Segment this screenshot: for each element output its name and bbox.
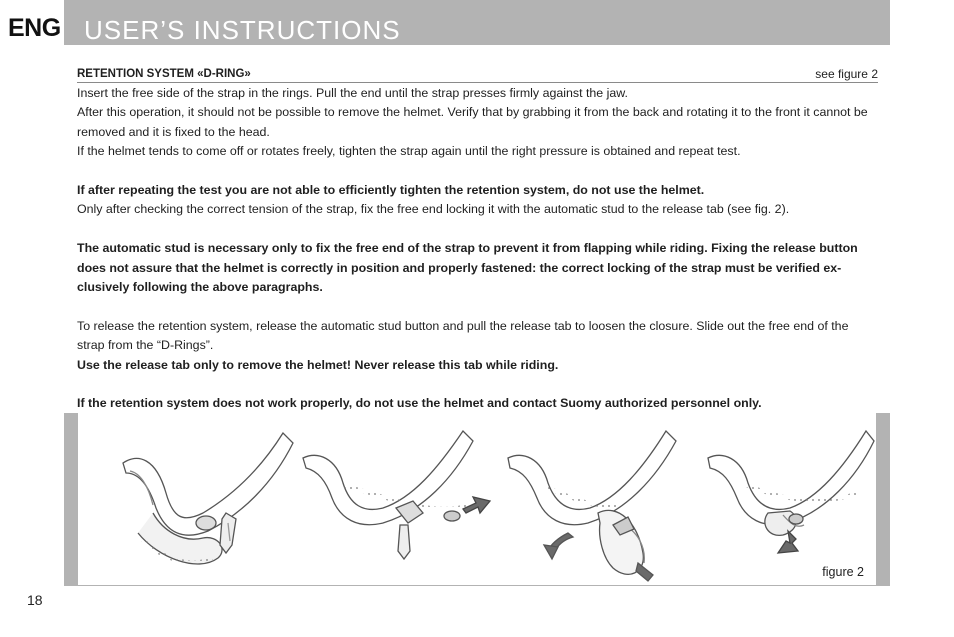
paragraph-release-system: To release the retention system, release the automatic stud button and pull the release tab to loosen the closure. Slide out the free end of the strap from the “D-Rings”. xyxy=(77,318,849,353)
see-figure-reference: see figure 2 xyxy=(815,67,878,81)
page-title: USER’S INSTRUCTIONS xyxy=(84,15,401,45)
warning-tighten: If after repeating the test you are not able to efficiently tighten the retention system, do not use the helmet. xyxy=(77,183,705,198)
illustration-step-4 xyxy=(708,431,874,553)
instructions-content xyxy=(77,66,878,414)
paragraph-verify-helmet: After this operation, it should not be possible to remove the helmet. Verify that by grabbing it from the back and rotating it to the front it cannot be removed and it is fixed to the head. xyxy=(77,105,868,139)
paragraph-tighten-strap: If the helmet tends to come off or rotates freely, tighten the strap again until the right pressure is obtained and repeat test. xyxy=(77,144,741,159)
spacer xyxy=(77,162,878,181)
language-label: ENG xyxy=(8,14,61,42)
spacer xyxy=(77,220,878,239)
d-ring-illustrations xyxy=(78,413,876,585)
page-number: 18 xyxy=(27,592,43,608)
warning-release-tab: Use the release tab only to remove the helmet! Never release this tab while riding. xyxy=(77,357,559,372)
warning-automatic-stud: The automatic stud is necessary only to fix the free end of the strap to prevent it from flapping while riding. Fixing the release button does not assure that the helmet is correctly in position and properly fastened: the correct locking of the strap must be verified ex-clusively following the above paragraphs. xyxy=(77,241,858,295)
section-header xyxy=(77,66,878,83)
section-title: RETENTION SYSTEM «D-RING» xyxy=(77,68,251,80)
paragraph-insert-strap: Insert the free side of the strap in the rings. Pull the end until the strap presses firmly against the jaw. xyxy=(77,86,628,100)
illustration-step-2 xyxy=(303,431,490,559)
paragraph-fix-free-end: Only after checking the correct tension of the strap, fix the free end locking it with the automatic stud to the release tab (see fig. 2). xyxy=(77,202,790,217)
illustration-step-1 xyxy=(123,433,293,564)
spacer xyxy=(77,375,878,394)
figure-panel xyxy=(78,413,876,585)
illustration-step-3 xyxy=(508,431,676,581)
warning-contact-personnel: If the retention system does not work properly, do not use the helmet and contact Suomy authorized personnel only. xyxy=(77,396,762,411)
spacer xyxy=(77,297,878,316)
figure-frame xyxy=(64,413,890,586)
header-bar xyxy=(64,0,890,45)
figure-caption: figure 2 xyxy=(822,565,864,579)
